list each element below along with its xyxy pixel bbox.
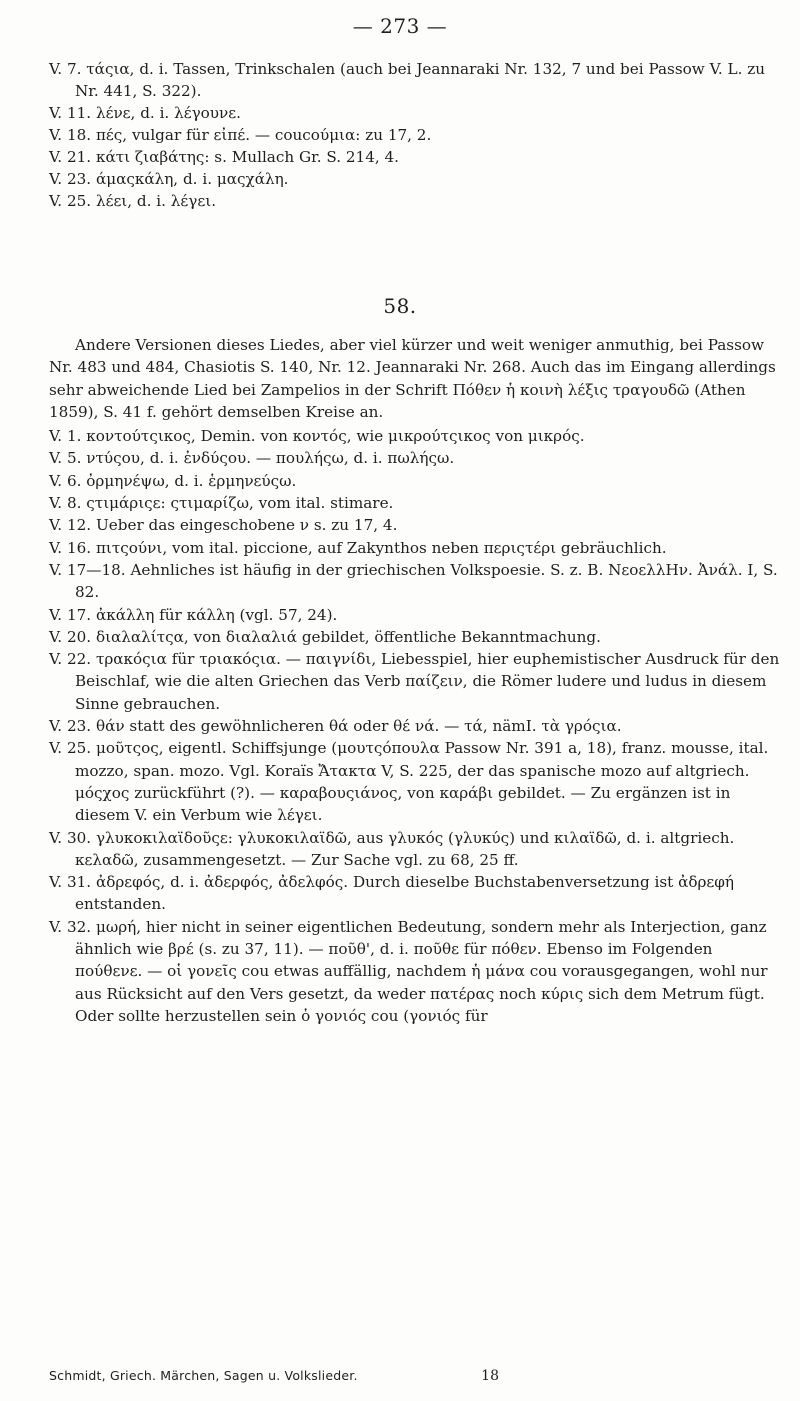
note-entry: V. 32. μωρή, hier nicht in seiner eigentlichen Bedeutung, sondern mehr als Interjection, ganz ähnlich wie βρέ (s. zu 37, 11). — ποῦθ', d. i. ποῦθε für πόθεν. Ebenso im Folgenden πούθενε. — οἱ γονεῖς cou etwas auffällig, nachdem ἡ μάνα cou vorausgegangen, wohl nur aus Rücksicht auf den Vers gesetzt, da weder πατέρας noch κύρις sich dem Metrum fügt. Oder sollte herzustellen sein ὁ γονιός cou (γονιός für xyxy=(49,917,768,1025)
note-entry: V. 31. ἀδρεφός, d. i. ἀδερφός, ἀδελφός. Durch dieselbe Buchstabenversetzung ist ἀδρεφή entstanden. xyxy=(49,873,735,914)
intro-paragraph: Andere Versionen dieses Liedes, aber viel kürzer und weit weniger anmuthig, bei Passow Nr. 483 und 484, Chasiotis S. 140, Nr. 12. Jeannaraki Nr. 268. Auch das im Eingang allerdings sehr abweichende Lied bei Zampelios in der Schrift Πόθεν ἡ κοινὴ λέξις τραγουδῶ (Athen 1859), S. 41 f. gehört demselben Kreise an. xyxy=(49,336,776,421)
section-number: 58. xyxy=(383,294,417,318)
notes-list xyxy=(49,425,781,1027)
note-entry: V. 16. πιτςούνι, vom ital. piccione, auf Zakynthos neben περιςτέρι gebräuchlich. xyxy=(49,538,667,557)
note-entry: V. 8. ςτιμάριςε: ςτιμαρίζω, vom ital. stimare. xyxy=(49,494,394,513)
note-entry: V. 23. άμαςκάλη, d. i. μαςχάλη. xyxy=(49,170,289,188)
note-entry: V. 5. ντύςου, d. i. ἐνδύςου. — πουλήςω, d. i. πωλήςω. xyxy=(49,449,455,468)
note-entry: V. 17—18. Aehnliches ist häufig in der griechischen Volkspoesie. S. z. B. ΝεοελλΗν. Ἀνάλ. I, S. 82. xyxy=(49,560,778,602)
top-notes xyxy=(49,58,769,212)
note-entry: V. 6. ὀρμηνέψω, d. i. ἑρμηνεύςω. xyxy=(49,471,297,490)
note-entry: V. 7. τάςια, d. i. Tassen, Trinkschalen (auch bei Jeannaraki Nr. 132, 7 und bei Passow V. L. zu Nr. 441, S. 322). xyxy=(49,60,766,100)
note-entry: V. 12. Ueber das eingeschobene ν s. zu 17, 4. xyxy=(49,516,398,535)
section-body xyxy=(49,334,781,1027)
note-entry: V. 25. μοῦτςος, eigentl. Schiffsjunge (μουτςόπουλα Passow Nr. 391 a, 18), franz. mousse, ital. mozzo, span. mozo. Vgl. Koraïs Ἄτακτα V, S. 225, der das spanische mozo auf altgriech. μόςχος zurückführt (?). — καραβουςιάνος, von καράβι gebildet. — Zu ergänzen ist in diesem V. ein Verbum wie λέγει. xyxy=(49,739,769,825)
page-header: — 273 — xyxy=(352,14,448,38)
note-entry: V. 17. ἀκάλλη für κάλλη (vgl. 57, 24). xyxy=(49,605,338,624)
note-entry: V. 21. κάτι ζιαβάτης: s. Mullach Gr. S. 214, 4. xyxy=(49,148,400,166)
signature-number: 18 xyxy=(481,1368,499,1384)
note-entry: V. 18. πές, vulgar für εἰπέ. — coucoύμια: zu 17, 2. xyxy=(49,126,432,144)
note-entry: V. 11. λένε, d. i. λέγουνε. xyxy=(49,104,241,122)
note-entry: V. 22. τρακόςια für τριακόςια. — παιγνίδι, Liebesspiel, hier euphemistischer Ausdruck für den Beischlaf, wie die alten Griechen das Verb παίζειν, die Römer ludere und ludus in diesem Sinne gebrauchen. xyxy=(49,650,780,713)
note-entry: V. 20. διαλαλίτςα, von διαλαλιά gebildet, öffentliche Bekanntmachung. xyxy=(49,627,601,646)
note-entry: V. 30. γλυκοκιλαϊδοῦςε: γλυκοκιλαϊδῶ, aus γλυκός (γλυκύς) und κιλαϊδῶ, d. i. altgriech. κελαδῶ, zusammengesetzt. — Zur Sache vgl. zu 68, 25 ff. xyxy=(49,828,735,869)
note-entry: V. 23. θάν statt des gewöhnlicheren θά oder θέ νά. — τά, nämI. τὰ γρόςια. xyxy=(49,717,622,736)
note-entry: V. 1. κοντούτςικος, Demin. von κοντός, wie μικρούτςικος von μικρός. xyxy=(49,427,585,446)
footer-source: Schmidt, Griech. Märchen, Sagen u. Volkslieder. xyxy=(49,1368,358,1383)
note-entry: V. 25. λέει, d. i. λέγει. xyxy=(49,192,217,210)
page-footer xyxy=(49,1367,781,1385)
